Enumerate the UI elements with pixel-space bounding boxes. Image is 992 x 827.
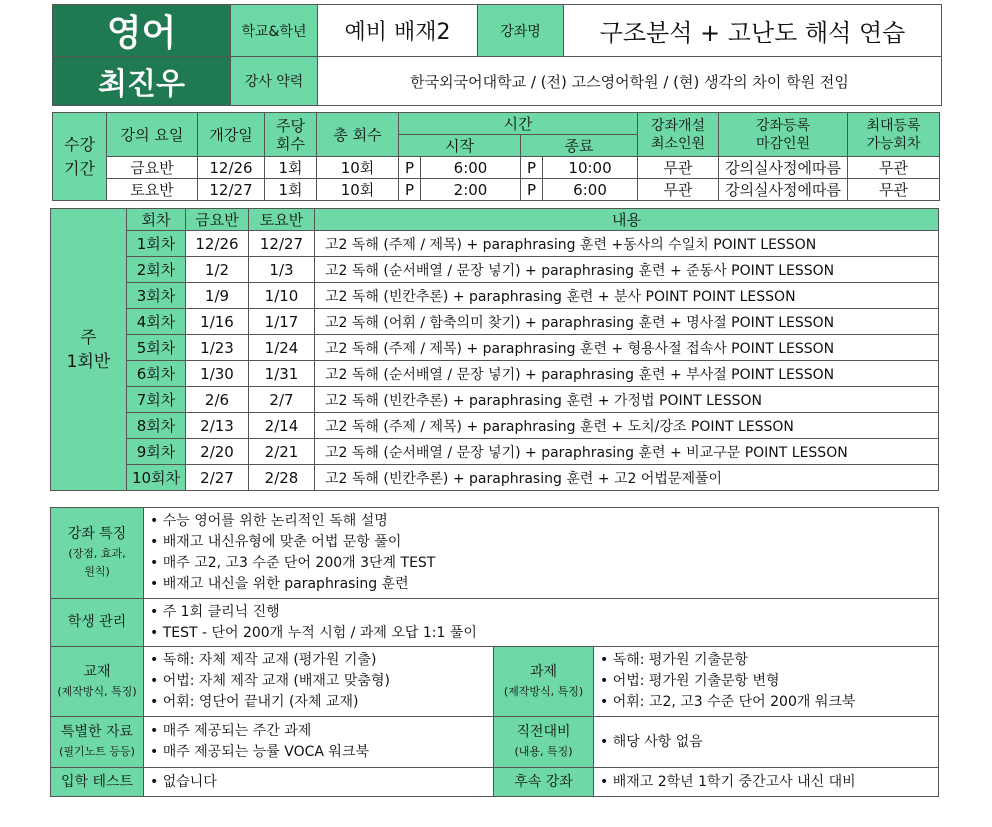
- entrance-test-body: [144, 768, 494, 797]
- sat-date-cell: 2/14: [249, 413, 315, 439]
- sat-date-cell: 1/17: [249, 309, 315, 335]
- header-sat: 토요반: [249, 209, 315, 231]
- homework-item: • 어휘: 고2, 고3 수준 단어 200개 워크북: [600, 694, 856, 710]
- row-day: 금요반: [107, 157, 198, 179]
- header-weekly: 주당 회수: [265, 113, 317, 157]
- row-weekly: 1회: [265, 179, 317, 201]
- header-min: 강좌개설 최소인원: [638, 113, 719, 157]
- row-total: 10회: [317, 179, 399, 201]
- header-table: [52, 4, 942, 106]
- weekly-row: [51, 335, 939, 361]
- header-max: 최대등록 가능회차: [848, 113, 940, 157]
- session-cell: 2회차: [127, 257, 186, 283]
- row-min: 무관: [638, 157, 719, 179]
- fri-date-cell: 2/20: [186, 439, 249, 465]
- course-title: 구조분석 + 고난도 해석 연습: [564, 5, 942, 57]
- course-feature-item: • 배재고 내신유형에 맞춘 어법 문항 풀이: [150, 534, 402, 550]
- exam-prep-item: • 해당 사항 없음: [600, 733, 703, 750]
- homework-title: 과제: [529, 663, 558, 680]
- fri-date-cell: 2/6: [186, 387, 249, 413]
- course-feature-item: • 수능 영어를 위한 논리적인 독해 설명: [150, 513, 388, 529]
- row-start-ampm: P: [399, 157, 421, 179]
- row-start-date: 12/27: [198, 179, 265, 201]
- features-table: [50, 507, 939, 797]
- student-mgmt-body: [144, 599, 939, 647]
- row-start-ampm: P: [399, 179, 421, 201]
- header-day: 강의 요일: [107, 113, 198, 157]
- content-cell: 고2 독해 (빈칸추론) + paraphrasing 훈련 + 가정법 POINT LESSON: [315, 387, 939, 413]
- weekly-row: [51, 465, 939, 491]
- textbook-title: 교재: [83, 663, 111, 680]
- fri-date-cell: 2/13: [186, 413, 249, 439]
- session-cell: 6회차: [127, 361, 186, 387]
- student-mgmt-item: • 주 1회 클리닉 진행: [150, 603, 280, 620]
- row-weekly: 1회: [265, 157, 317, 179]
- student-mgmt-item: • TEST - 단어 200개 누적 시험 / 과제 오답 1:1 풀이: [150, 624, 477, 641]
- fri-date-cell: 1/23: [186, 335, 249, 361]
- fri-date-cell: 12/26: [186, 231, 249, 257]
- header-deadline: 강좌등록 마감인원: [719, 113, 848, 157]
- sat-date-cell: 1/24: [249, 335, 315, 361]
- sat-date-cell: 2/28: [249, 465, 315, 491]
- exam-prep-sub: (내용, 특징): [514, 745, 573, 758]
- bio-label: 강사 약력: [231, 57, 318, 106]
- header-end: 종료: [521, 135, 638, 157]
- fri-date-cell: 1/16: [186, 309, 249, 335]
- fri-date-cell: 1/30: [186, 361, 249, 387]
- row-start-date: 12/26: [198, 157, 265, 179]
- session-cell: 1회차: [127, 231, 186, 257]
- course-label: 강좌명: [478, 5, 564, 57]
- course-feature-title: 강좌 특징: [67, 525, 127, 542]
- schedule-row: [53, 157, 940, 179]
- textbook-item: • 어휘: 영단어 끝내기 (자체 교재): [150, 694, 359, 710]
- special-material-item: • 매주 제공되는 능률 VOCA 워크북: [150, 744, 369, 760]
- special-material-item: • 매주 제공되는 주간 과제: [150, 723, 312, 739]
- period-label: 수강 기간: [53, 113, 107, 201]
- sat-date-cell: 2/7: [249, 387, 315, 413]
- weekly-row: [51, 257, 939, 283]
- header-start-date: 개강일: [198, 113, 265, 157]
- header-fri: 금요반: [186, 209, 249, 231]
- sat-date-cell: 1/10: [249, 283, 315, 309]
- followup-course-body: [594, 768, 939, 797]
- special-material-label: [51, 717, 144, 768]
- textbook-item: • 독해: 자체 제작 교재 (평가원 기출): [150, 652, 377, 668]
- course-feature-item: • 매주 고2, 고3 수준 단어 200개 3단계 TEST: [150, 555, 436, 571]
- homework-item: • 어법: 평가원 기출문항 변형: [600, 673, 780, 689]
- sat-date-cell: 1/3: [249, 257, 315, 283]
- header-start: 시작: [399, 135, 521, 157]
- row-min: 무관: [638, 179, 719, 201]
- course-feature-item: • 배재고 내신을 위한 paraphrasing 훈련: [150, 576, 409, 592]
- subject-cell: 영어: [53, 5, 231, 57]
- course-feature-label: [51, 508, 144, 599]
- textbook-sub: (제작방식, 특징): [57, 684, 137, 698]
- weekly-row: [51, 439, 939, 465]
- weekly-row: [51, 387, 939, 413]
- content-cell: 고2 독해 (주제 / 제목) + paraphrasing 훈련 +동사의 수일치 POINT LESSON: [315, 231, 939, 257]
- row-day: 토요반: [107, 179, 198, 201]
- exam-prep-body: [594, 717, 939, 768]
- homework-item: • 독해: 평가원 기출문항: [600, 652, 749, 668]
- weekly-row: [51, 309, 939, 335]
- exam-prep-label: [494, 717, 594, 768]
- header-session: 회차: [127, 209, 186, 231]
- session-cell: 8회차: [127, 413, 186, 439]
- weekly-row: [51, 361, 939, 387]
- sat-date-cell: 2/21: [249, 439, 315, 465]
- content-cell: 고2 독해 (순서배열 / 문장 넣기) + paraphrasing 훈련 + 부사절 POINT LESSON: [315, 361, 939, 387]
- session-cell: 10회차: [127, 465, 186, 491]
- content-cell: 고2 독해 (주제 / 제목) + paraphrasing 훈련 + 형용사절 접속사 POINT LESSON: [315, 335, 939, 361]
- sat-date-cell: 12/27: [249, 231, 315, 257]
- row-max: 무관: [848, 179, 940, 201]
- weekly-row: [51, 283, 939, 309]
- row-end-ampm: P: [521, 179, 543, 201]
- fri-date-cell: 1/9: [186, 283, 249, 309]
- course-feature-sub: (장점, 효과, 원칙): [68, 546, 126, 579]
- header-time: 시간: [399, 113, 638, 135]
- sat-date-cell: 1/31: [249, 361, 315, 387]
- content-cell: 고2 독해 (순서배열 / 문장 넣기) + paraphrasing 훈련 + 준동사 POINT LESSON: [315, 257, 939, 283]
- row-start-time: 2:00: [421, 179, 521, 201]
- row-end-ampm: P: [521, 157, 543, 179]
- bio-value: 한국외국어대학교 / (전) 고스영어학원 / (현) 생각의 차이 학원 전임: [318, 57, 942, 106]
- weekly-table: [50, 208, 939, 491]
- entrance-test-item: • 없습니다: [150, 773, 217, 790]
- followup-course-label: 후속 강좌: [494, 768, 594, 797]
- header-total: 총 회수: [317, 113, 399, 157]
- special-material-sub: (필기노트 등등): [59, 745, 135, 758]
- row-deadline: 강의실사정에따름: [719, 179, 848, 201]
- content-cell: 고2 독해 (주제 / 제목) + paraphrasing 훈련 + 도치/강조 POINT LESSON: [315, 413, 939, 439]
- textbook-item: • 어법: 자체 제작 교재 (배재고 맞춤형): [150, 673, 390, 689]
- row-total: 10회: [317, 157, 399, 179]
- session-cell: 5회차: [127, 335, 186, 361]
- textbook-label: [51, 647, 144, 717]
- weekly-side-label: 주 1회반: [51, 209, 127, 491]
- weekly-row: [51, 413, 939, 439]
- session-cell: 7회차: [127, 387, 186, 413]
- row-end-time: 6:00: [543, 179, 638, 201]
- special-material-title: 특별한 자료: [60, 724, 134, 741]
- exam-prep-title: 직전대비: [516, 724, 571, 741]
- content-cell: 고2 독해 (순서배열 / 문장 넣기) + paraphrasing 훈련 + 비교구문 POINT LESSON: [315, 439, 939, 465]
- session-cell: 4회차: [127, 309, 186, 335]
- session-cell: 3회차: [127, 283, 186, 309]
- followup-course-item: • 배재고 2학년 1학기 중간고사 내신 대비: [600, 773, 856, 790]
- content-cell: 고2 독해 (빈칸추론) + paraphrasing 훈련 + 분사 POINT POINT LESSON: [315, 283, 939, 309]
- homework-sub: (제작방식, 특징): [503, 684, 584, 698]
- homework-label: [494, 647, 594, 717]
- header-content: 내용: [315, 209, 939, 231]
- row-start-time: 6:00: [421, 157, 521, 179]
- entrance-test-label: 입학 테스트: [51, 768, 144, 797]
- content-cell: 고2 독해 (빈칸추론) + paraphrasing 훈련 + 고2 어법문제풀이: [315, 465, 939, 491]
- session-cell: 9회차: [127, 439, 186, 465]
- content-cell: 고2 독해 (어휘 / 함축의미 찾기) + paraphrasing 훈련 + 명사절 POINT LESSON: [315, 309, 939, 335]
- textbook-body: [144, 647, 494, 717]
- fri-date-cell: 2/27: [186, 465, 249, 491]
- row-end-time: 10:00: [543, 157, 638, 179]
- schedule-row: [53, 179, 940, 201]
- schedule-table: [52, 112, 940, 201]
- course-feature-body: [144, 508, 939, 599]
- row-max: 무관: [848, 157, 940, 179]
- school-grade-label: 학교&학년: [231, 5, 318, 57]
- row-deadline: 강의실사정에따름: [719, 157, 848, 179]
- weekly-row: [51, 231, 939, 257]
- school-grade-value: 예비 배재2: [318, 5, 478, 57]
- homework-body: [594, 647, 939, 717]
- special-material-body: [144, 717, 494, 768]
- student-mgmt-label: 학생 관리: [51, 599, 144, 647]
- teacher-name: 최진우: [53, 57, 231, 106]
- fri-date-cell: 1/2: [186, 257, 249, 283]
